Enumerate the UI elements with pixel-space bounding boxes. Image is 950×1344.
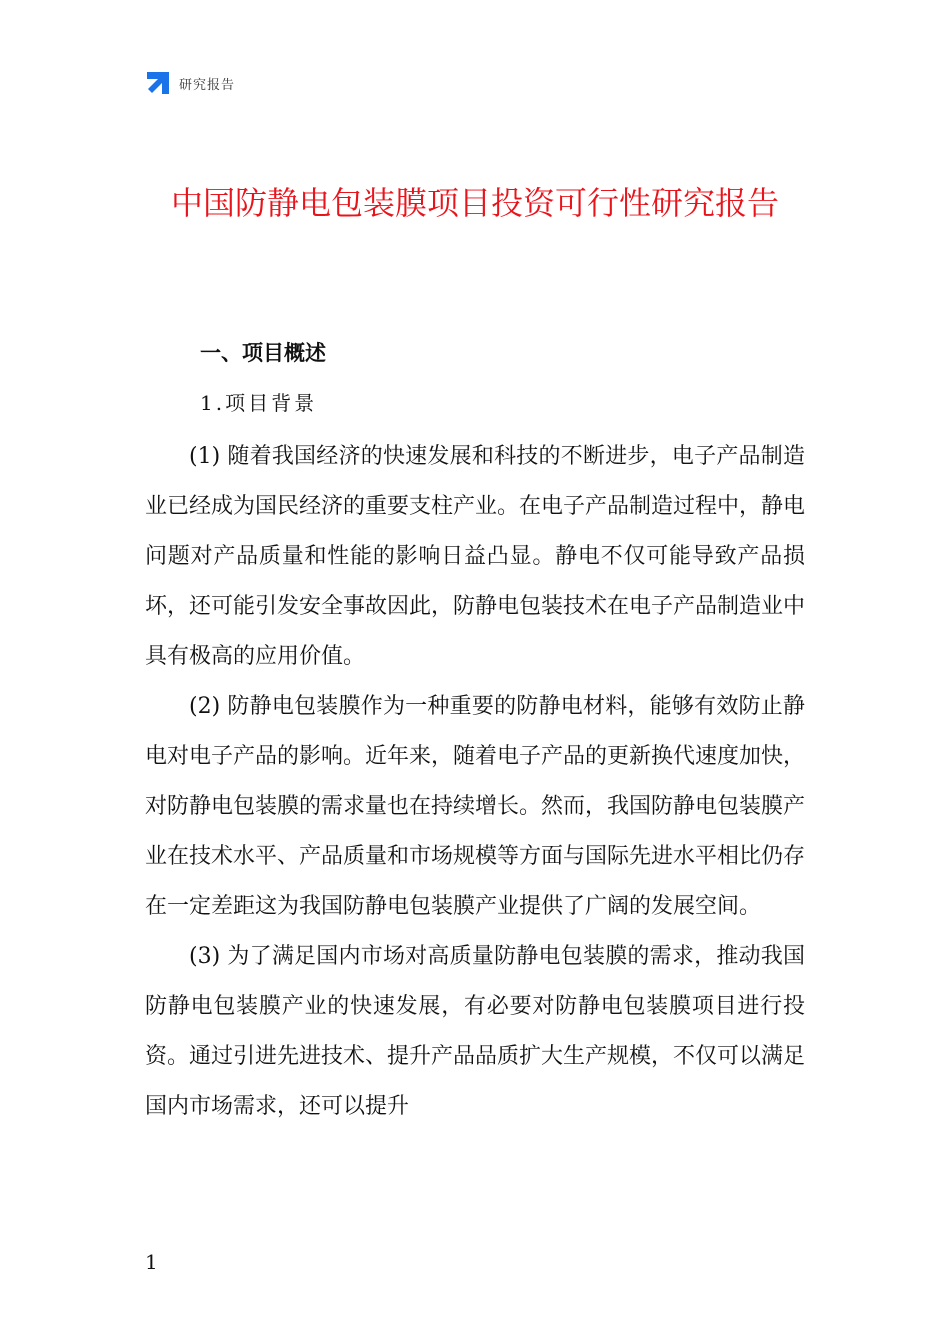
subsection-heading: 1.项目背景 [200,391,318,415]
paragraph-3: (3) 为了满足国内市场对高质量防静电包装膜的需求，推动我国防静电包装膜产业的快速发展，有必要对防静电包装膜项目进行投资。通过引进先进技术、提升产品品质扩大生产规模，不仅可以满足国内市场需求，还可以提升 [145,944,806,1119]
page-header [145,70,235,96]
header-label: 研究报告 [179,77,236,93]
paragraph-1: (1) 随着我国经济的快速发展和科技的不断进步，电子产品制造业已经成为国民经济的重要支柱产业。在电子产品制造过程中，静电问题对产品质量和性能的影响日益凸显。静电不仅可能导致产品损坏，还可能引发安全事故因此，防静电包装技术在电子产品制造业中具有极高的应用价值。 [145,444,806,669]
section-heading: 一、项目概述 [200,341,326,365]
arrow-up-right-icon [145,70,171,96]
page-number: 1 [145,1250,158,1274]
document-title: 中国防静电包装膜项目投资可行性研究报告 [170,184,779,222]
paragraph-2: (2) 防静电包装膜作为一种重要的防静电材料，能够有效防止静电对电子产品的影响。近年来，随着电子产品的更新换代速度加快，对防静电包装膜的需求量也在持续增长。然而，我国防静电包装膜产业在技术水平、产品质量和市场规模等方面与国际先进水平相比仍存在一定差距这为我国防静电包装膜产业提供了广阔的发展空间。 [145,694,806,919]
document-body [145,432,805,1132]
